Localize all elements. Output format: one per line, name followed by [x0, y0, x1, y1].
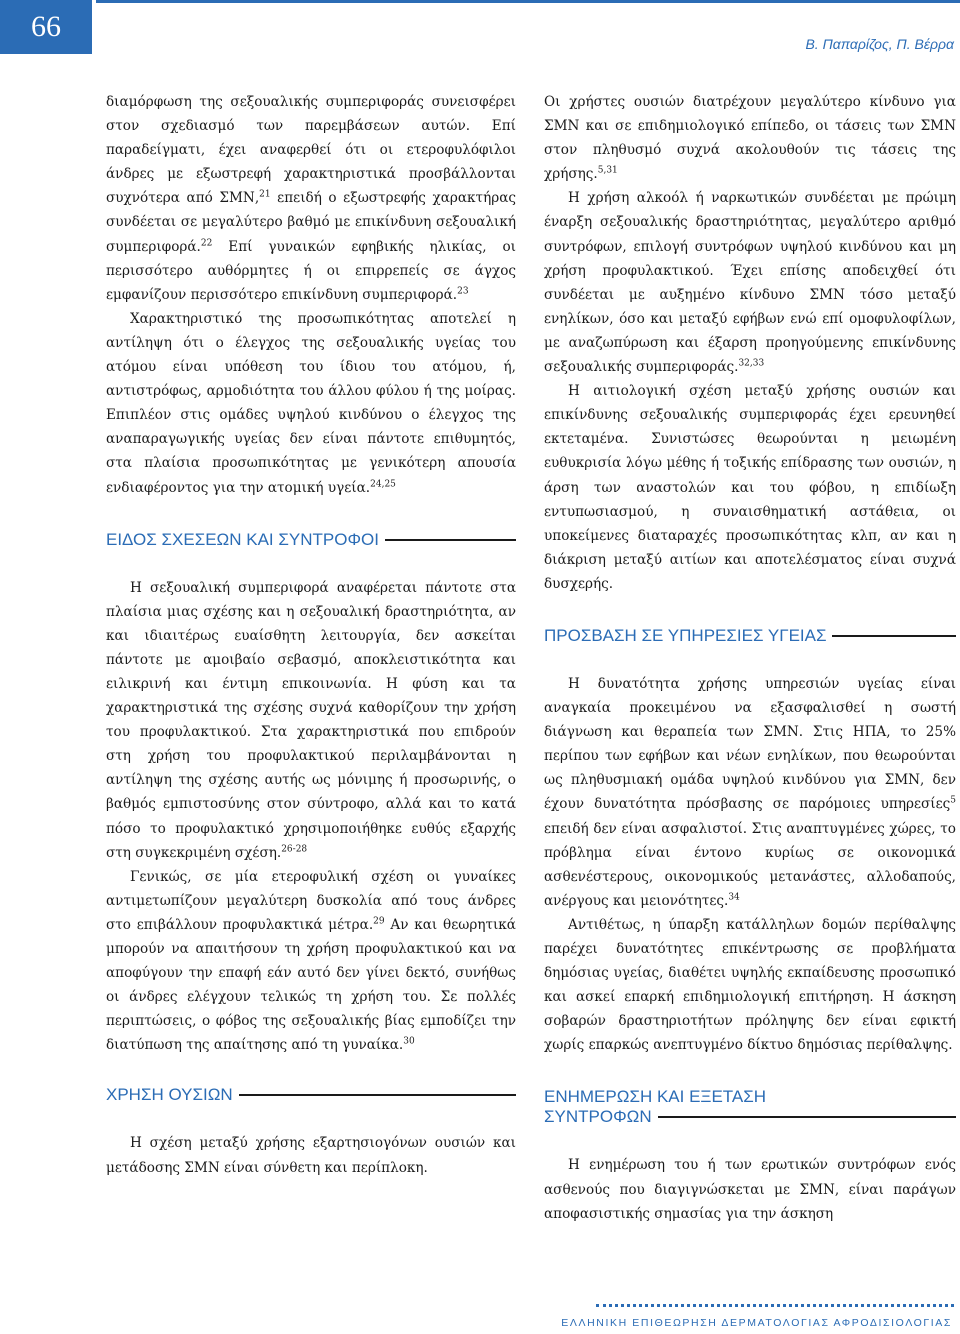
- citation: 34: [728, 892, 740, 903]
- paragraph: Η αιτιολογική σχέση μεταξύ χρήσης ουσιών και επικίνδυνης σεξουαλικής συμπεριφοράς έχει ερευνηθεί εκτεταμένα. Συνιστώσες θεωρούνται η μειωμένη ευθυκρισία λόγω μέθης ή τοξικής επίδρασης των ουσιών, η άρση των αναστολών και του φόβου, η επιδίωξη εντυπωσιασμού, η συναισθηματική αστάθεια, οι υποκείμενες διαταραχές προσωπικότητας κλπ, αν και η διάκριση μεταξύ αιτίων και αποτελέσματος είναι συχνά δυσχερής.: [544, 383, 956, 592]
- paragraph: Γενικώς, σε μία ετεροφυλική σχέση οι γυναίκες αντιμετωπίζουν μεγαλύτερη δυσκολία από τους άνδρες στο επιβάλλουν προφυλακτικά μέτρα.$^{29}$ Αν και θεωρητικά μπορούν να απαιτήσουν τη χρήση προφυλακτικού και να αποφύγουν την επαφή εάν αυτό δεν γίνει δεκτό, συνήθως οι άνδρες ελέγχουν τελικώς τη χρήση του. Σε πολλές περιπτώσεις, ο φόβος της σεξουαλικής βίας εμποδίζει την διατύπωση της απαίτησης από τη γυναίκα.$^{30}$: [106, 868, 516, 1054]
- citation: 5: [950, 795, 956, 806]
- paragraph: Η ενημέρωση του ή των ερωτικών συντρόφων ενός ασθενούς που διαγιγνώσκεται με ΣΜΝ, είναι παράγων αποφασιστικής σημασίας για την άσκηση: [544, 1157, 956, 1222]
- citation: 5,31: [597, 165, 618, 176]
- heading-rule: [832, 635, 956, 637]
- section-heading: ΕΝΗΜΕΡΩΣΗ ΚΑΙ ΕΞΕΤΑΣΗ ΣΥΝΤΡΟΦΩΝ: [544, 1087, 956, 1127]
- citation: 30: [403, 1036, 415, 1047]
- citation: 32,33: [738, 358, 765, 369]
- page-number: 66: [31, 10, 61, 43]
- footer-dotted-rule: [596, 1304, 954, 1307]
- citation: 23: [457, 286, 469, 297]
- citation: 24,25: [370, 478, 396, 489]
- citation: 21: [259, 189, 271, 200]
- section-heading: ΧΡΗΣΗ ΟΥΣΙΩΝ: [106, 1085, 516, 1105]
- paragraph: Χαρακτηριστικό της προσωπικότητας αποτελεί η αντίληψη ότι ο έλεγχος της σεξουαλικής υγείας του ατόμου είναι υπόθεση του ίδιου του ατόμου, ή, αντιστρόφως, αρμοδιότητα του άλλου φύλου ή της μοίρας. Επιπλέον στις ομάδες υψηλού κινδύνου ο έλεγχος της αναπαραγωγικής υγείας δεν είναι πάντοτε επιθυμητός, στα πλαίσια προσωπικότητας με γενικότερη απουσία ενδιαφέροντος για την ατομική υγεία.$^{24,25}$: [106, 310, 516, 496]
- header-rule: [96, 0, 960, 3]
- left-column: [106, 90, 516, 1180]
- citation: 22: [200, 238, 213, 249]
- citation: 29: [373, 916, 385, 927]
- heading-rule: [385, 539, 516, 541]
- right-column: [544, 90, 956, 1226]
- heading-rule: [658, 1116, 956, 1118]
- page-number-badge: [0, 0, 92, 54]
- paragraph: Η σχέση μεταξύ χρήσης εξαρτησιογόνων ουσιών και μετάδοσης ΣΜΝ είναι σύνθετη και περίπλοκη.: [106, 1135, 516, 1176]
- paragraph: Η χρήση αλκοόλ ή ναρκωτικών συνδέεται με πρώιμη έναρξη σεξουαλικής δραστηριότητας, μεγαλύτερο αριθμό συντρόφων, επιλογή συντρόφων υψηλού κινδύνου και μη χρήση προφυλακτικού. Έχει επίσης αποδειχθεί ότι συνδέεται με αυξημένο κίνδυνο ΣΜΝ τόσο μεταξύ ενηλίκων, όσο και μεταξύ εφήβων ενώ επί ομοφυλοφίλων, με αναζωπύρωση και έξαρση προηγούμενης επικίνδυνης σεξουαλικής συμπεριφοράς.$^{32,33}$: [544, 190, 956, 376]
- journal-name: ΕΛΛΗΝΙΚΗ ΕΠΙΘΕΩΡΗΣΗ ΔΕΡΜΑΤΟΛΟΓΙΑΣ ΑΦΡΟΔΙΣΙΟΛΟΓΙΑΣ: [561, 1317, 952, 1329]
- running-head: Β. Παπαρίζος, Π. Βέρρα: [805, 36, 954, 52]
- paragraph: Αντιθέτως, η ύπαρξη κατάλληλων δομών περίθαλψης παρέχει δυνατότητες επικέντρωσης σε προβλήματα δημόσιας υγείας, διαθέτει υψηλής εκπαίδευσης προσωπικό και ασκεί επαρκή επιδημιολογική επιτήρηση. Η άσκηση σοβαρών δραστηριοτήτων πρόληψης δεν είναι εφικτή χωρίς επαρκώς ανεπτυγμένο δίκτυο δημόσιας περίθαλψης.: [544, 916, 956, 1054]
- paragraph: Η σεξουαλική συμπεριφορά αναφέρεται πάντοτε στα πλαίσια μιας σχέσης και η σεξουαλική δραστηριότητα, αν και ιδιαιτέρως ευαίσθητη λειτουργία, δεν ασκείται πάντοτε με αμοιβαίο σεβασμό, αποκλειστικότητα και ειλικρινή και έντιμη επικοινωνία. Η φύση και τα χαρακτηριστικά της σχέσης συχνά καθορίζουν την χρήση του προφυλακτικού. Στα χαρακτηριστικά που επιδρούν στη χρήση του προφυλακτικού περιλαμβάνονται η αντίληψη της σχέσης αυτής ως μόνιμης ή προσωρινής, ο βαθμός εμπιστοσύνης στον σύντροφο, αλλά και το κατά πόσο το προφυλακτικό χρησιμοποιήθηκε ευθύς εξαρχής στη συγκεκριμένη σχέση.$^{26-28}$: [106, 579, 516, 861]
- paragraph: Η δυνατότητα χρήσης υπηρεσιών υγείας είναι αναγκαία προκειμένου να εξασφαλισθεί η σωστή διάγνωση και θεραπεία των ΣΜΝ. Στις ΗΠΑ, το 25% περίπου των εφήβων και νέων ενηλίκων, που θεωρούνται ως πληθυσμιακή ομάδα υψηλού κινδύνου για ΣΜΝ, δεν έχουν δυνατότητα πρόσβασης σε παρόμοιες υπηρεσίες$^5$ επειδή δεν είναι ασφαλιστοί. Στις αναπτυγμένες χώρες, το πρόβλημα είναι έντονο κυρίως σε οικονομικά ασθενέστερους, οικονομικούς μετανάστες, αλλοδαπούς, ανέργους και μειονότητες.$^{34}$: [544, 675, 956, 909]
- paragraph: Οι χρήστες ουσιών διατρέχουν μεγαλύτερο κίνδυνο για ΣΜΝ και σε επιδημιολογικό επίπεδο, οι τάσεις των ΣΜΝ στον πληθυσμό συχνά ακολουθούν τις τάσεις της χρήσης.$^{5,31}$: [544, 94, 956, 183]
- section-heading: ΕΙΔΟΣ ΣΧΕΣΕΩΝ ΚΑΙ ΣΥΝΤΡΟΦΟΙ: [106, 530, 516, 550]
- citation: 26-28: [281, 844, 308, 855]
- heading-rule: [239, 1094, 516, 1096]
- section-heading: ΠΡΟΣΒΑΣΗ ΣΕ ΥΠΗΡΕΣΙΕΣ ΥΓΕΙΑΣ: [544, 626, 956, 646]
- paragraph: διαμόρφωση της σεξουαλικής συμπεριφοράς συνεισφέρει στον σχεδιασμό των παρεμβάσεων αυτών. Επί παραδείγματι, έχει αναφερθεί ότι οι ετεροφυλόφιλοι άνδρες με εξωστρεφή χαρακτηριστικά προσβάλλονται συχνότερα από ΣΜΝ,$^{21}$ επειδή ο εξωστρεφής χαρακτήρας συνδέεται σε μεγαλύτερο βαθμό με επικίνδυνη σεξουαλική συμπεριφορά.$^{22}$ Επί γυναικών εφηβικής ηλικίας, οι περισσότερο αυθόρμητες ή οι επιρρεπείς σε άγχος εμφανίζουν περισσότερο επικίνδυνη συμπεριφορά.$^{23}$: [106, 94, 517, 303]
